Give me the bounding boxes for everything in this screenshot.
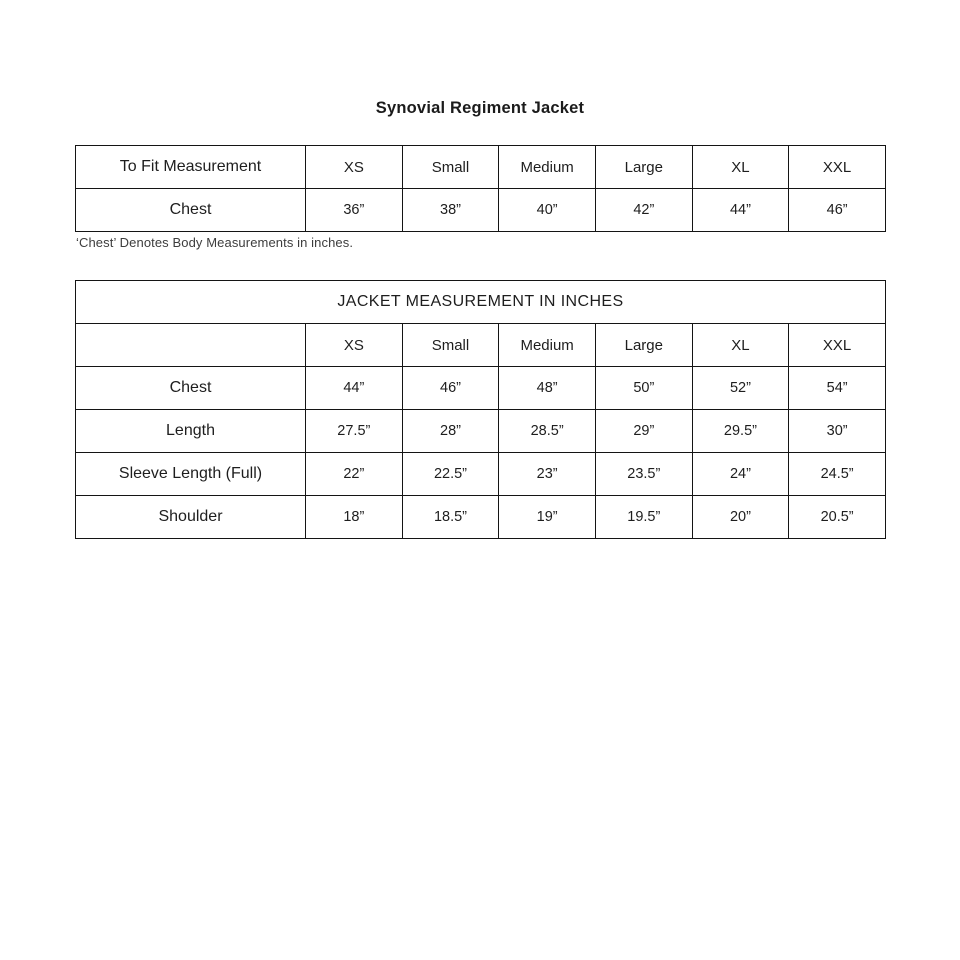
fit-chest-label: Chest xyxy=(76,189,306,232)
page-title: Synovial Regiment Jacket xyxy=(375,99,585,117)
fit-header-large: Large xyxy=(595,146,692,189)
jacket-sleeve-xxl: 24.5” xyxy=(789,453,886,496)
jacket-size-small: Small xyxy=(402,324,499,367)
jacket-length-xl: 29.5” xyxy=(692,410,789,453)
fit-chest-small: 38” xyxy=(402,189,499,232)
jacket-length-xs: 27.5” xyxy=(306,410,403,453)
jacket-shoulder-xxl: 20.5” xyxy=(789,496,886,539)
jacket-table-title: JACKET MEASUREMENT IN INCHES xyxy=(76,281,886,324)
jacket-size-xxl: XXL xyxy=(789,324,886,367)
jacket-chest-label: Chest xyxy=(76,367,306,410)
jacket-sleeve-xl: 24” xyxy=(692,453,789,496)
fit-header-xl: XL xyxy=(692,146,789,189)
fit-header-label: To Fit Measurement xyxy=(76,146,306,189)
fit-header-xs: XS xyxy=(306,146,403,189)
jacket-size-xl: XL xyxy=(692,324,789,367)
jacket-chest-row xyxy=(76,367,886,410)
fit-header-medium: Medium xyxy=(499,146,596,189)
jacket-shoulder-xs: 18” xyxy=(306,496,403,539)
jacket-sleeve-label: Sleeve Length (Full) xyxy=(76,453,306,496)
jacket-length-label: Length xyxy=(76,410,306,453)
jacket-table-title-row xyxy=(76,281,886,324)
jacket-chest-xl: 52” xyxy=(692,367,789,410)
jacket-table-size-row xyxy=(76,324,886,367)
jacket-chest-large: 50” xyxy=(595,367,692,410)
jacket-sleeve-large: 23.5” xyxy=(595,453,692,496)
jacket-length-small: 28” xyxy=(402,410,499,453)
jacket-length-xxl: 30” xyxy=(789,410,886,453)
jacket-sleeve-xs: 22” xyxy=(306,453,403,496)
jacket-chest-xs: 44” xyxy=(306,367,403,410)
jacket-shoulder-row xyxy=(76,496,886,539)
to-fit-measurement-table xyxy=(75,145,886,232)
jacket-size-blank xyxy=(76,324,306,367)
jacket-chest-medium: 48” xyxy=(499,367,596,410)
jacket-sleeve-row xyxy=(76,453,886,496)
jacket-chest-small: 46” xyxy=(402,367,499,410)
jacket-size-large: Large xyxy=(595,324,692,367)
fit-chest-xl: 44” xyxy=(692,189,789,232)
fit-table-header-row xyxy=(76,146,886,189)
jacket-sleeve-medium: 23” xyxy=(499,453,596,496)
jacket-length-row xyxy=(76,410,886,453)
fit-header-small: Small xyxy=(402,146,499,189)
jacket-length-large: 29” xyxy=(595,410,692,453)
jacket-shoulder-xl: 20” xyxy=(692,496,789,539)
jacket-measurement-table xyxy=(75,280,886,539)
jacket-shoulder-medium: 19” xyxy=(499,496,596,539)
fit-chest-xs: 36” xyxy=(306,189,403,232)
chest-note: ‘Chest’ Denotes Body Measurements in inches. xyxy=(76,235,354,250)
fit-table-chest-row xyxy=(76,189,886,232)
jacket-sleeve-small: 22.5” xyxy=(402,453,499,496)
jacket-chest-xxl: 54” xyxy=(789,367,886,410)
jacket-shoulder-small: 18.5” xyxy=(402,496,499,539)
jacket-shoulder-large: 19.5” xyxy=(595,496,692,539)
jacket-shoulder-label: Shoulder xyxy=(76,496,306,539)
fit-chest-medium: 40” xyxy=(499,189,596,232)
jacket-size-xs: XS xyxy=(306,324,403,367)
jacket-size-medium: Medium xyxy=(499,324,596,367)
jacket-length-medium: 28.5” xyxy=(499,410,596,453)
fit-chest-xxl: 46” xyxy=(789,189,886,232)
fit-chest-large: 42” xyxy=(595,189,692,232)
fit-header-xxl: XXL xyxy=(789,146,886,189)
